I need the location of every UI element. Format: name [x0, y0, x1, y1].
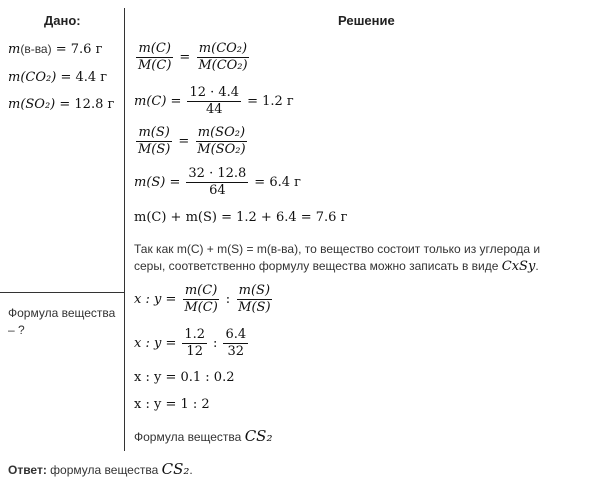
fraction-denominator: M(SO₂)	[197, 142, 246, 157]
given-heading: Дано:	[44, 13, 81, 28]
given-value: = 12.8 г	[59, 97, 115, 112]
equation-carbon-ratio: $\frac{m(C)}{M(C)}$ = $\frac{\text{m(CO₂)}}{\text{M(CO₂)}}$	[138, 41, 248, 73]
answer-line: Ответ: формула вещества CS₂.	[8, 460, 193, 478]
equation-rhs: = 1.2 г	[247, 94, 294, 109]
explanation-line-2: серы, соответственно формулу вещества можно записать в виде CxSy.	[134, 259, 539, 274]
given-mass-co2	[8, 70, 107, 85]
explanation-line-1: Так как m(C) + m(S) = m(в-ва), то вещество состоит только из углерода и	[134, 242, 541, 256]
given-value: = 7.6 г	[55, 42, 103, 57]
given-arg: (в-ва)	[20, 42, 52, 56]
ratio-separator: :	[225, 292, 231, 307]
given-mass-so2	[8, 97, 114, 112]
ratio-lhs: x : y =	[134, 336, 177, 351]
fraction-denominator: M(S)	[138, 142, 171, 157]
solution-heading: Решение	[338, 13, 395, 28]
equation-sulfur-ratio: $\frac{m(S)}{M(S)}$ = $\frac{\text{m(SO₂)}}{\text{M(SO₂)}}$	[138, 125, 246, 157]
equation-carbon-mass	[134, 86, 294, 117]
equation-lhs: m(C) =	[134, 94, 182, 109]
general-formula: CxSy	[501, 259, 536, 274]
fraction-denominator: M(S)	[238, 300, 271, 315]
ratio-values	[134, 328, 250, 359]
find-label: Формула вещества – ?	[8, 306, 116, 337]
equation-rhs: = 6.4 г	[254, 175, 301, 190]
ratio-integer: x : y = 1 : 2	[134, 397, 210, 412]
given-find-divider	[0, 292, 124, 293]
ratio-formula	[134, 284, 275, 315]
fraction-denominator: M(C)	[138, 58, 172, 73]
fraction-numerator: m(S)	[138, 125, 170, 140]
answer-formula: CS₂	[161, 460, 190, 478]
result-formula: CS₂	[244, 427, 273, 445]
fraction-numerator: m(C)	[184, 283, 218, 298]
fraction-numerator: m(S)	[238, 283, 271, 298]
equation-lhs: m(S) =	[134, 175, 181, 190]
equation-mass-sum: m(C) + m(S) = 1.2 + 6.4 = 7.6 г	[134, 210, 348, 225]
fraction-denominator: 32	[227, 344, 245, 359]
result-label: Формула вещества	[134, 430, 242, 444]
fraction-denominator: 64	[209, 183, 226, 198]
given-value: = 4.4 г	[60, 70, 108, 85]
given-var: m	[8, 42, 21, 57]
ratio-decimal: x : y = 0.1 : 0.2	[134, 370, 235, 385]
fraction-denominator: 44	[205, 102, 223, 117]
fraction-denominator: M(CO₂)	[198, 58, 248, 73]
fraction-numerator: 1.2	[184, 327, 206, 342]
fraction-numerator: 6.4	[225, 327, 247, 342]
ratio-separator: :	[213, 336, 218, 351]
answer-label: Ответ:	[8, 463, 47, 477]
column-divider	[124, 8, 125, 451]
explanation-text: серы, соответственно формулу вещества можно записать в виде	[134, 259, 499, 273]
answer-text: формула вещества	[50, 463, 159, 477]
fraction-numerator: 12 · 4.4	[189, 85, 240, 100]
fraction-numerator: m(SO₂)	[197, 125, 246, 140]
fraction-numerator: m(CO₂)	[198, 41, 248, 56]
equation-sulfur-mass	[134, 167, 301, 198]
result-line	[134, 427, 272, 445]
given-var: m	[8, 97, 21, 112]
fraction-numerator: m(C)	[138, 41, 171, 56]
fraction-denominator: M(C)	[184, 300, 218, 315]
given-arg: (SO₂)	[20, 97, 56, 112]
ratio-lhs: x : y =	[134, 292, 177, 307]
given-var: m	[8, 70, 21, 85]
given-mass-substance	[8, 42, 102, 57]
given-arg: (CO₂)	[20, 70, 57, 85]
fraction-numerator: 32 · 12.8	[188, 166, 247, 181]
fraction-denominator: 12	[186, 344, 203, 359]
